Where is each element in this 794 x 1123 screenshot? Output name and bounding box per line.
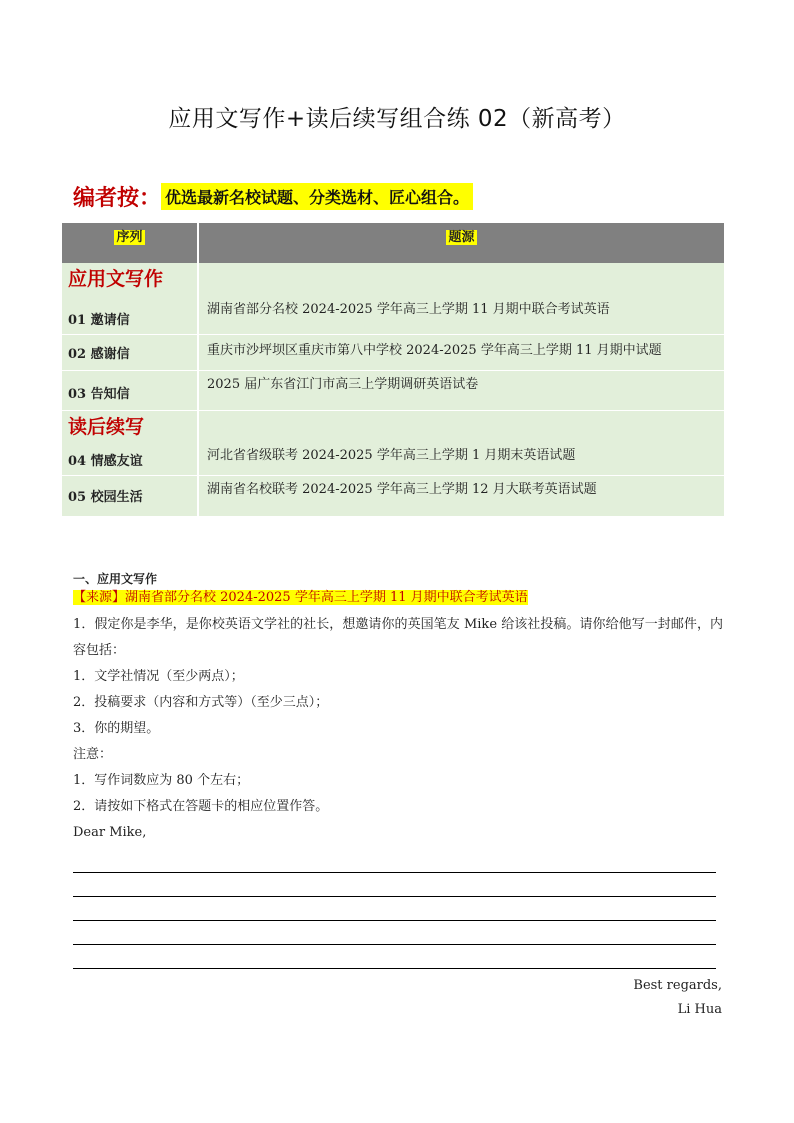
answer-line [73,896,716,897]
salutation: Dear Mike, [73,825,147,840]
answer-line [73,944,716,945]
header-seq: 序列 [62,223,198,263]
content-item: 1．文学社情况（至少两点）； [73,669,244,684]
note-item: 1．写作词数应为 80 个左右； [73,773,250,788]
part-heading: 一、应用文写作 [73,572,158,586]
writing-section [73,570,723,846]
row-seq: 01 邀请信 [68,312,130,328]
content-item: 2．投稿要求（内容和方式等）（至少三点）； [73,695,329,710]
row-source: 重庆市沙坪坝区重庆市第八中学校 2024-2025 学年高三上学期 11 月期中试题 [198,334,724,370]
closing: Best regards, [633,978,722,993]
row-seq: 02 感谢信 [68,346,130,362]
answer-line [73,872,716,873]
row-source: 河北省省级联考 2024-2025 学年高三上学期 1 月期末英语试题 [198,440,724,476]
row-seq: 03 告知信 [68,386,130,402]
row-seq: 05 校园生活 [68,490,143,506]
note-item: 2．请按如下格式在答题卡的相应位置作答。 [73,799,329,814]
answer-line [73,920,716,921]
editor-note-label: 编者按： [73,185,162,211]
note-label: 注意： [73,747,113,762]
header-source: 题源 [448,230,475,245]
source-line: 【来源】湖南省部分名校 2024-2025 学年高三上学期 11 月期中联合考试英语 [73,590,528,605]
answer-lines [73,872,716,992]
signature: Li Hua [677,1002,722,1017]
editor-note [73,180,473,212]
section-row [62,410,724,440]
row-seq: 04 情感友谊 [68,454,143,469]
table-header-row [62,223,724,263]
table-row [62,292,724,334]
section-row [62,263,724,292]
row-source: 2025 届广东省江门市高三上学期调研英语试卷 [198,370,724,410]
content-item: 3．你的期望。 [73,721,160,736]
table-row [62,370,724,410]
editor-note-text: 优选最新名校试题、分类选材、匠心组合。 [161,183,473,210]
table-row [62,440,724,476]
question-text: 1．假定你是李华，是你校英语文学社的社长，想邀请你的英国笔友 Mike 给该社投稿。请你给他写一封邮件，内容包括： [73,617,723,658]
row-source: 湖南省部分名校 2024-2025 学年高三上学期 11 月期中联合考试英语 [198,292,724,334]
table-row [62,334,724,370]
table-row [62,476,724,516]
page-title: 应用文写作+读后续写组合练 02（新高考） [168,106,626,132]
answer-line [73,968,716,969]
section-heading: 应用文写作 [68,268,164,290]
row-source: 湖南省名校联考 2024-2025 学年高三上学期 12 月大联考英语试题 [198,476,724,516]
section-heading: 读后续写 [68,415,145,438]
source-table [62,223,724,516]
